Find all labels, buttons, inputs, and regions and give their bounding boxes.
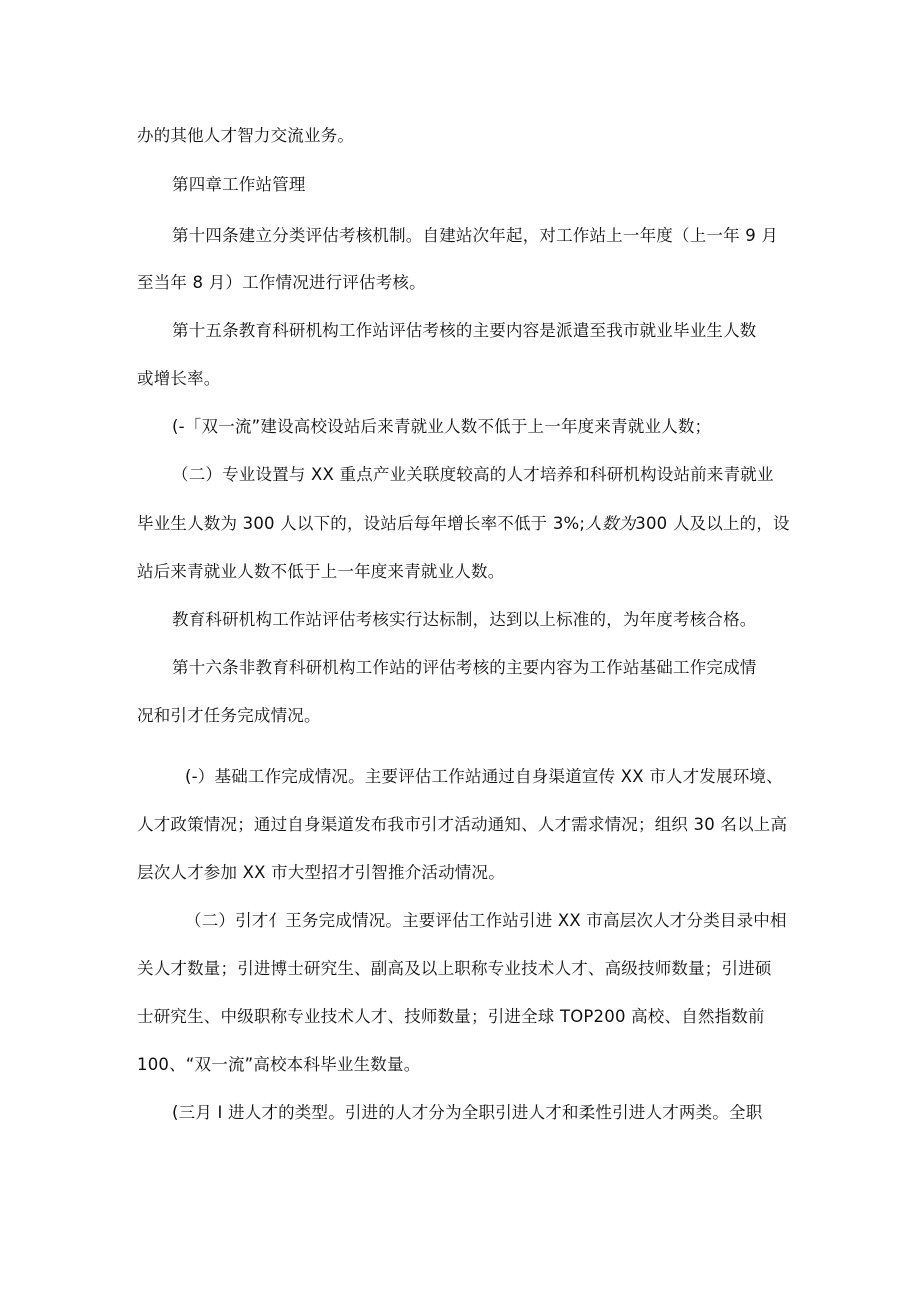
line-9-part-1: 毕业生人数为 300 人以下的，设站后每年增长率不低于 3%; xyxy=(137,514,586,533)
paragraph-line-7: (-「双一流”建设高校设站后来青就业人数不低于上一年度来青就业人数； xyxy=(172,417,712,436)
paragraph-line-15: 人才政策情况；通过自身渠道发布我市引才活动通知、人才需求情况；组织 30 名以上高 xyxy=(137,815,788,834)
paragraph-line-14: (-）基础工作完成情况。主要评估工作站通过自身渠道宣传 XX 市人才发展环境、 xyxy=(185,767,783,786)
paragraph-line-19: 士研究生、中级职称专业技术人才、技师数量；引进全球 TOP200 高校、自然指数前 xyxy=(137,1007,765,1026)
paragraph-line-6: 或增长率。 xyxy=(137,369,221,388)
paragraph-line-1: 办的其他人才智力交流业务。 xyxy=(137,126,355,145)
chapter-heading: 第四章工作站管理 xyxy=(172,175,306,194)
paragraph-line-18: 关人才数量；引进博士研究生、副高及以上职称专业技术人才、高级技师数量；引进硕 xyxy=(137,959,772,978)
paragraph-line-9 xyxy=(137,513,790,535)
line-9-part-2: 人数为 xyxy=(585,514,636,533)
paragraph-line-17: （二）引才亻王务完成情况。主要评估工作站引进 XX 市高层次人才分类目录中相 xyxy=(185,911,787,930)
paragraph-line-12: 第十六条非教育科研机构工作站的评估考核的主要内容为工作站基础工作完成情 xyxy=(172,658,757,677)
paragraph-line-13: 况和引才任务完成情况。 xyxy=(137,706,321,725)
paragraph-line-21: (三月 I 进人才的类型。引进的人才分为全职引进人才和柔性引进人才两类。全职 xyxy=(172,1103,763,1122)
paragraph-line-16: 层次人才参加 XX 市大型招才引智推介活动情况。 xyxy=(137,863,505,882)
line-9-part-3: 300 人及以上的，设 xyxy=(635,514,790,533)
paragraph-line-20: 100、“双一流”高校本科毕业生数量。 xyxy=(137,1055,421,1074)
paragraph-line-10: 站后来青就业人数不低于上一年度来青就业人数。 xyxy=(137,562,505,581)
paragraph-line-3: 第十四条建立分类评估考核机制。自建站次年起，对工作站上一年度（上一年 9 月 xyxy=(172,226,779,245)
paragraph-line-5: 第十五条教育科研机构工作站评估考核的主要内容是派遣至我市就业毕业生人数 xyxy=(172,321,757,340)
paragraph-line-8: （二）专业设置与 XX 重点产业关联度较高的人才培养和科研机构设站前来青就业 xyxy=(172,465,774,484)
paragraph-line-11: 教育科研机构工作站评估考核实行达标制，达到以上标准的，为年度考核合格。 xyxy=(172,610,757,629)
paragraph-line-4: 至当年 8 月）工作情况进行评估考核。 xyxy=(137,273,426,292)
